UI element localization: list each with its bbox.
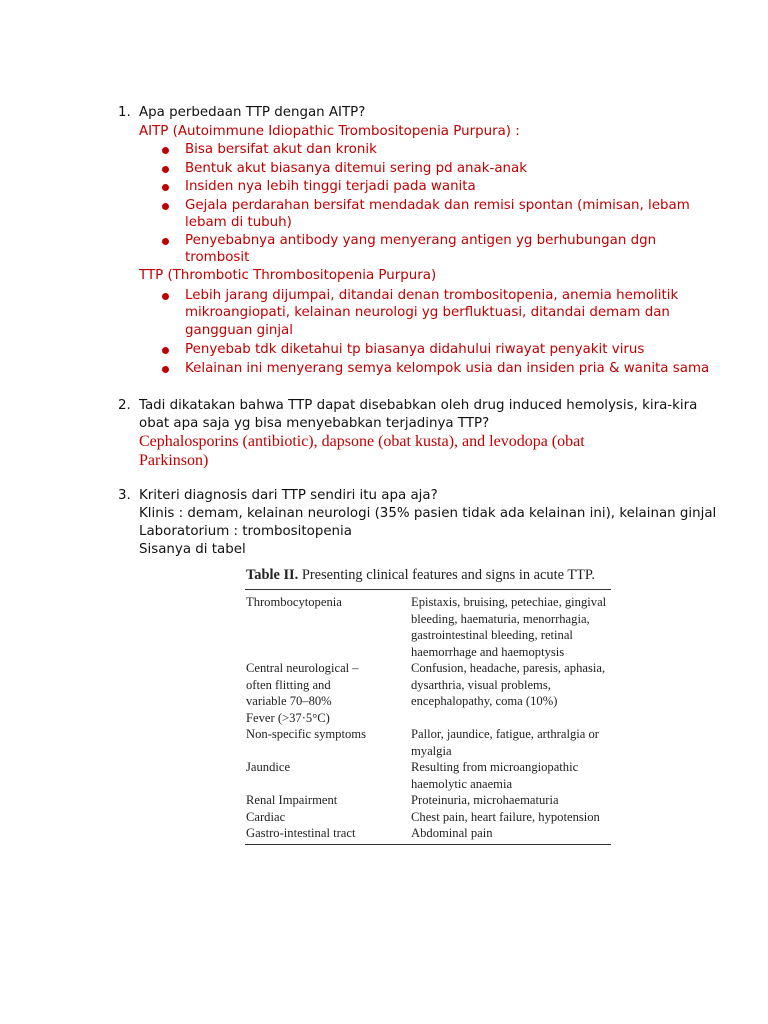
table-feature-cell: Thrombocytopenia bbox=[246, 595, 342, 609]
table-feature-cell: Gastro-intestinal tract bbox=[246, 826, 356, 840]
aitp-bullet-dot bbox=[162, 147, 169, 154]
table-signs-cell: Abdominal pain bbox=[411, 826, 493, 840]
laboratory-criteria: Laboratorium : trombositopenia bbox=[139, 524, 352, 539]
table-signs-cell: myalgia bbox=[411, 743, 452, 758]
question-3-number: 3. bbox=[118, 488, 131, 503]
see-table-note: Sisanya di tabel bbox=[139, 542, 246, 557]
table-feature-cell: often flitting and bbox=[246, 677, 331, 692]
table-feature-cell: Cardiac bbox=[246, 809, 286, 824]
table-signs-cell: haemolytic anaemia bbox=[411, 776, 513, 791]
aitp-heading: AITP (Autoimmune Idiopathic Trombositopenia Purpura) : bbox=[139, 124, 520, 139]
ttp-bullet-dot bbox=[162, 293, 169, 300]
aitp-bullet-text: trombosit bbox=[185, 250, 250, 266]
table-caption-text: Presenting clinical features and signs in acute TTP. bbox=[298, 567, 595, 583]
table-feature-cell: Renal Impairment bbox=[246, 793, 338, 807]
table-signs-cell: Epistaxis, bruising, petechiae, gingival bbox=[411, 595, 607, 609]
aitp-bullet-dot bbox=[162, 166, 169, 173]
table-signs-cell: Proteinuria, microhaematuria bbox=[411, 793, 559, 807]
ttp-bullet-text: Penyebab tdk diketahui tp biasanya didahului riwayat penyakit virus bbox=[185, 341, 645, 357]
question-2-line-1: Tadi dikatakan bahwa TTP dapat disebabkan oleh drug induced hemolysis, kira-kira bbox=[139, 398, 698, 413]
ttp-bullet-text: mikroangiopati, kelainan neurologi yg berfluktuasi, ditandai demam dan bbox=[185, 305, 670, 321]
ttp-heading: TTP (Thrombotic Thrombositopenia Purpura) bbox=[139, 268, 437, 283]
table-signs-cell: Resulting from microangiopathic bbox=[411, 760, 579, 774]
question-3-text: Kriteri diagnosis dari TTP sendiri itu apa aja? bbox=[139, 488, 438, 503]
table-caption bbox=[246, 567, 595, 584]
table-feature-cell: Non-specific symptoms bbox=[246, 727, 366, 741]
table-signs-cell: Chest pain, heart failure, hypotension bbox=[411, 809, 600, 824]
aitp-bullet-dot bbox=[162, 238, 169, 245]
table-top-rule bbox=[245, 589, 611, 590]
question-2-number: 2. bbox=[118, 398, 131, 413]
table-signs-cell: haemorrhage and haemoptysis bbox=[411, 644, 565, 659]
table-signs-cell: encephalopathy, coma (10%) bbox=[411, 694, 558, 708]
table-signs-cell: Confusion, headache, paresis, aphasia, bbox=[411, 661, 606, 675]
table-feature-cell: variable 70–80% bbox=[246, 694, 332, 708]
aitp-bullet-text: Insiden nya lebih tinggi terjadi pada wanita bbox=[185, 179, 476, 195]
table-signs-cell: gastrointestinal bleeding, retinal bbox=[411, 628, 573, 642]
aitp-bullet-dot bbox=[162, 203, 169, 210]
ttp-bullet-text: Kelainan ini menyerang semya kelompok usia dan insiden pria & wanita sama bbox=[185, 360, 710, 376]
ttp-bullet-dot bbox=[162, 366, 169, 373]
question-1-number: 1. bbox=[118, 105, 131, 120]
clinical-features-table bbox=[241, 565, 613, 847]
ttp-bullet-dot bbox=[162, 347, 169, 354]
table-signs-cell: Pallor, jaundice, fatigue, arthralgia or bbox=[411, 727, 599, 741]
ttp-bullet-text: gangguan ginjal bbox=[185, 322, 293, 338]
question-1-text: Apa perbedaan TTP dengan AITP? bbox=[139, 105, 366, 120]
aitp-bullet-dot bbox=[162, 184, 169, 191]
clinical-criteria: Klinis : demam, kelainan neurologi (35% pasien tidak ada kelainan ini), kelainan ginjal bbox=[139, 506, 717, 521]
table-feature-cell: Central neurological – bbox=[246, 661, 359, 675]
aitp-bullet-text: Bentuk akut biasanya ditemui sering pd anak-anak bbox=[185, 160, 527, 176]
table-caption-label: Table II. bbox=[246, 567, 299, 583]
aitp-bullet-text: Penyebabnya antibody yang menyerang antigen yg berhubungan dgn bbox=[185, 233, 657, 249]
question-2-answer-line-1: Cephalosporins (antibiotic), dapsone (obat kusta), and levodopa (obat bbox=[139, 433, 585, 450]
ttp-bullet-text: Lebih jarang dijumpai, ditandai denan trombositopenia, anemia hemolitik bbox=[185, 288, 679, 303]
aitp-bullet-text: lebam di tubuh) bbox=[185, 214, 292, 230]
table-signs-cell: bleeding, haematuria, menorrhagia, bbox=[411, 611, 590, 626]
table-bottom-rule bbox=[245, 844, 611, 845]
aitp-bullet-text: Bisa bersifat akut dan kronik bbox=[185, 142, 377, 157]
question-2-answer-line-2: Parkinson) bbox=[139, 452, 209, 469]
table-signs-cell: dysarthria, visual problems, bbox=[411, 677, 551, 692]
table-feature-cell: Fever (>37·5°C) bbox=[246, 710, 330, 725]
table-feature-cell: Jaundice bbox=[246, 760, 291, 774]
question-2-line-2: obat apa saja yg bisa menyebabkan terjadinya TTP? bbox=[139, 416, 490, 431]
aitp-bullet-text: Gejala perdarahan bersifat mendadak dan remisi spontan (mimisan, lebam bbox=[185, 197, 690, 213]
